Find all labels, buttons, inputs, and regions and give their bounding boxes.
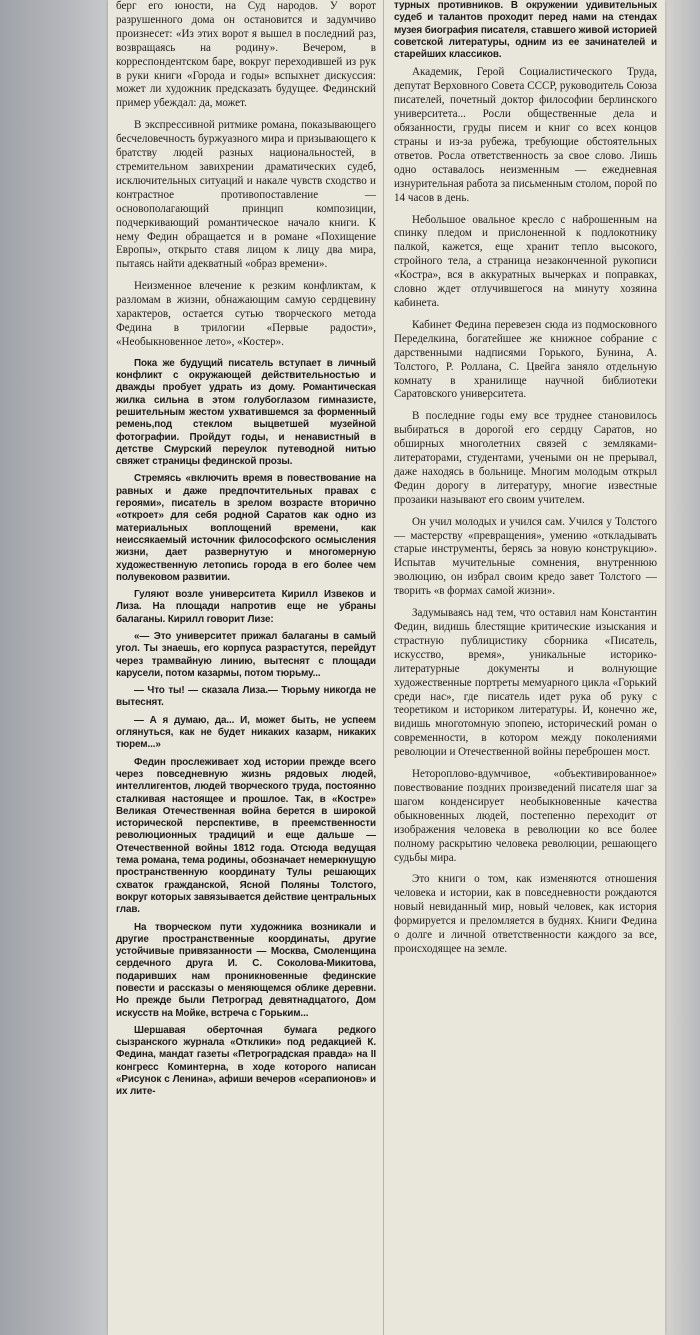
right-column	[394, 0, 657, 1335]
article-paragraph: турных противников. В окружении удивительных судеб и талантов проходит перед нами на стендах музея биография писателя, ставшего живой историей советской литературы, одним из ее зачинателей и старейших классиков.	[394, 0, 657, 61]
article-paragraph: Задумываясь над тем, что оставил нам Константин Федин, видишь блестящие критические изыскания и страстную публицистику сборника «Писатель, искусство, время», уникальные историко-литературные документы и волнующие художественные портреты мемуарного цикла «Горький среди нас», где писатель идет рука об руку с теоретиком и историком литературы. И, конечно же, видишь многотомную эпопею, исторический роман о современности, в котором между поколениями революции и Отечественной войны переброшен мост.	[394, 607, 657, 759]
article-paragraph: берг его юности, на Суд народов. У ворот разрушенного дома он остановится и задумчиво произнесет: «Из этих ворот я вышел в последний раз, возвращаясь на родину». Вечером, в корреспондентском баре, вокруг переходившей из рук в руки книги «Города и годы» вспыхнет дискуссия: может ли художник предсказать будущее. Фединский пример убеждал: да, может.	[116, 0, 376, 110]
article-paragraph: Неизменное влечение к резким конфликтам, к разломам в жизни, обнажающим самую сердцевину характеров, остается сутью творческого метода Федина в трилогии «Первые радости», «Необыкновенное лето», «Костер».	[116, 280, 376, 348]
left-column	[116, 0, 376, 1335]
article-paragraph: Небольшое овальное кресло с наброшенным на спинку пледом и прислоненной к подлокотнику палкой, кажется, еще хранит тепло высокого, стройного тела, а страница незаконченной рукописи «Костра», вся в аккуратных вычерках и поправках, словно ждет отлучившегося на минуту хозяина кабинета.	[394, 213, 657, 309]
article-paragraph: — Что ты! — сказала Лиза.— Тюрьму никогда не вытеснят.	[116, 685, 376, 709]
article-paragraph: Федин прослеживает ход истории прежде всего через повседневную жизнь рядовых людей, интеллигентов, людей творческого труда, постоянно сталкивая настоящее и прошлое. Так, в «Костре» Великая Отечественная война берется в широкой исторической перспективе, в преемственности революционных традиций и еще дальше — Отечественной войны 1812 года. Отсюда ведущая тема романа, тема родины, обозначает немеркнущую пространственную координату Тулы решающих схваток гражданской, Ясной Поляны Толстого, вокруг которых завязывается действие центральных глав.	[116, 756, 376, 916]
article-paragraph: Он учил молодых и учился сам. Учился у Толстого — мастерству «превращения», умению «откладывать старые инструменты, берясь за новую конструкцию». Испытав мучительные сомнения, внутреннюю эволюцию, он избрал своим кредо завет Толстого — творить «в формах самой жизни».	[394, 515, 657, 598]
newspaper-clipping	[108, 0, 665, 1335]
article-paragraph: — А я думаю, да... И, может быть, не успеем оглянуться, как не будет никаких казарм, никаких тюрем...»	[116, 714, 376, 751]
background-right	[665, 0, 700, 1335]
article-paragraph: На творческом пути художника возникали и другие пространственные координаты, другие устойчивые привязанности — Москва, Смоленщина сердечного друга И. С. Соколова-Микитова, подаривших нам проникновенные фединские повести и рассказы о меняющемся облике деревни. Но прежде были Петроград девятнадцатого, Дом искусств на Мойке, встреча с Горьким...	[116, 921, 376, 1019]
article-paragraph: Шершавая оберточная бумага редкого сызранского журнала «Отклики» под редакцией К. Федина, мандат газеты «Петроградская правда» на II конгресс Коминтерна, в ходе которого написан «Рисунок с Ленина», афиши вечеров «серапионов» и их лите-	[116, 1024, 376, 1098]
article-paragraph: «— Это университет прижал балаганы в самый угол. Ты знаешь, его корпуса разрастутся, перейдут через трамвайную линию, вытеснят с площади карусели, потом казармы, потом тюрьму...	[116, 630, 376, 679]
article-paragraph: Стремясь «включить время в повествование на равных и даже предпочтительных правах с героями», писатель в зрелом возрасте вторично «откроет» для себя родной Саратов как одно из материальных воплощений времени, как неиссякаемый источник философского осмысления жизни, дает развернутую и многомерную художественную летопись города в его более чем полувековом развитии.	[116, 473, 376, 583]
article-paragraph: Нетороплово-вдумчивое, «объективированное» повествование поздних произведений писателя шаг за шагом конденсирует необыкновенные качества обыкновенных людей, постепенно переходит от изображения человека в революции ко все более полному раскрытию человека революции, решающего судьбы мира.	[394, 768, 657, 864]
article-paragraph: Это книги о том, как изменяются отношения человека и истории, как в повседневности рождаются новый невиданный мир, новый человек, как история формируется и преломляется в буднях. Книги Федина о долге и личной ответственности каждого за все, происходящее на земле.	[394, 873, 657, 955]
column-divider	[383, 0, 384, 1335]
article-paragraph: Кабинет Федина перевезен сюда из подмосковного Переделкина, богатейшее же книжное собрание с дарственными надписями Горького, Бунина, А. Толстого, Р. Роллана, С. Цвейга заняло отдельную комнату в хранилище научной библиотеки Саратовского университета.	[394, 318, 657, 401]
background-left	[0, 0, 108, 1335]
article-paragraph: В экспрессивной ритмике романа, показывающего бесчеловечность буржуазного мира и призывающего к братству людей разных национальностей, в стремительном завихрении драматических судеб, исключительных ситуаций и накале чувств сходство и контрастное противопоставление — основополагающий принцип композиции, подчеркивающий романтическое начало книги. К нему Федин обращается и в романе «Похищение Европы», открыто ставя лицом к лицу два мира, пытаясь найти адекватный «образ времени».	[116, 119, 376, 271]
article-paragraph: Гуляют возле университета Кирилл Извеков и Лиза. На площади напротив еще не убраны балаганы. Кирилл говорит Лизе:	[116, 589, 376, 625]
article-paragraph: Пока же будущий писатель вступает в личный конфликт с окружающей действительностью и дважды пробует удрать из дому. Романтическая жилка сильна в этом голубоглазом гимназисте, решительным жестом ухватившемся за форменный ремень,под стеклом выцветшей музейной фотографии. Пройдут годы, и ненавистный в детстве Смурский переулок путеводной нитью свяжет страницы фединской прозы.	[116, 357, 376, 468]
article-paragraph: Академик, Герой Социалистического Труда, депутат Верховного Совета СССР, руководитель Союза писателей, почетный доктор философии берлинского университета... Росли общественные дела и обязанности, груды писем и книг со всех концов страны и из-за рубежа, требующие обстоятельных ответов. Росла ответственность за свое слово. Лишь одно оставалось неизменным — ежедневная изнурительная работа за письменным столом, порой по 14 часов в день.	[394, 66, 657, 204]
article-paragraph: В последние годы ему все труднее становилось выбираться в дорогой его сердцу Саратов, но обширных многолетних связей с земляками-литераторами, студентами, учеными он не прерывал, даже находясь в больнице. Многим молодым открыл Федин дорогу в литературу, многие известные прозаики называют его своим учителем.	[394, 410, 657, 506]
